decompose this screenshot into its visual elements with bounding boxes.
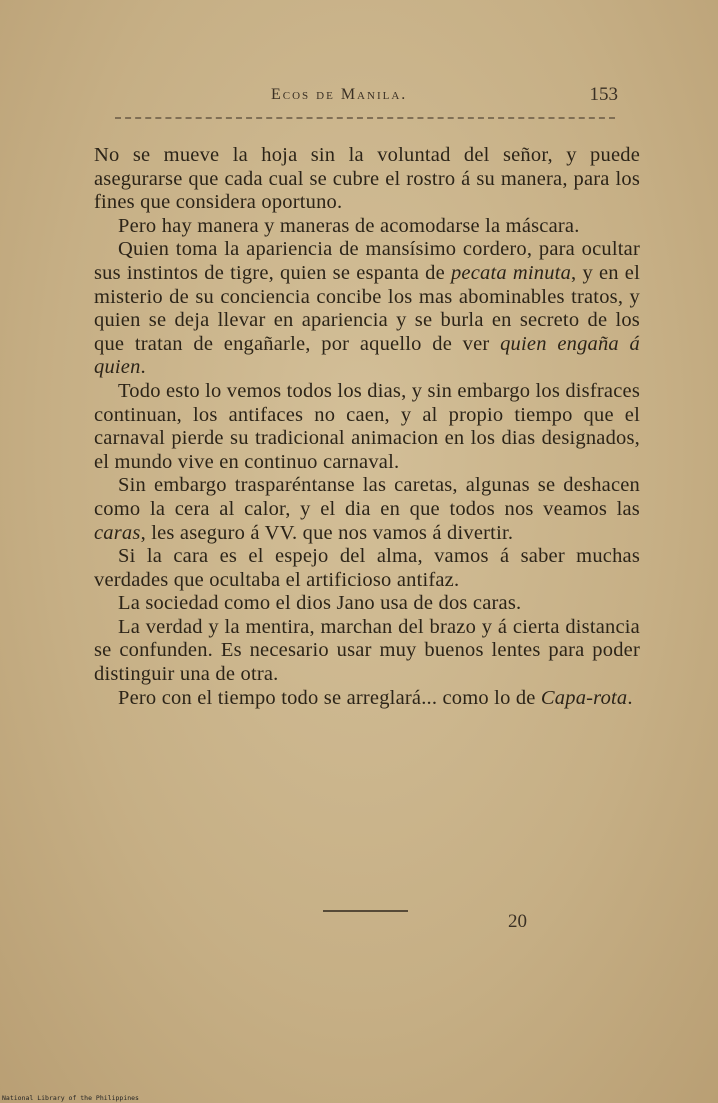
paragraph [94,592,640,616]
running-title: Ecos de Manila. [271,86,408,103]
paragraph [94,238,640,380]
paragraph [94,215,640,239]
text-run: Todo esto lo vemos todos los dias, y sin embargo los disfraces continuan, los antifaces no caen, y al propio tiempo que el carnaval pierde su tradicional animacion en los dias designados, el mundo vive en continuo carnaval. [94,379,640,473]
text-run: Quien toma la apariencia de mansísimo cordero, para ocultar sus instintos de tigre, quien se espanta de [94,238,640,284]
paragraph [94,380,640,474]
footer-rule [323,910,408,912]
text-run: Pero con el tiempo todo se arreglará... como lo de [118,686,541,709]
italic-phrase: pecata minuta [450,261,572,284]
text-run: . [627,686,633,709]
italic-phrase: Capa-rota [540,686,628,709]
page-header [95,82,618,108]
paragraph [94,474,640,545]
text-run: , y en el misterio de su conciencia concibe los mas abominables tratos, y quien se deja llevar en apariencia y se burla en secreto de los que tratan de engañarle, por aquello de ver [94,261,640,355]
text-run: La sociedad como el dios Jano usa de dos caras. [118,592,522,615]
library-credit: National Library of the Philippines [2,1094,139,1102]
text-run: La verdad y la mentira, marchan del brazo y á cierta distancia se confunden. Es necesario usar muy buenos lentes para poder distinguir una de otra. [94,615,640,686]
text-run: Si la cara es el espejo del alma, vamos á saber muchas verdades que ocultaba el artificioso antifaz. [94,545,640,591]
text-run: No se mueve la hoja sin la voluntad del señor, y puede asegurarse que cada cual se cubre el rostro á su manera, para los fines que considera oportuno. [94,144,640,214]
paragraph [94,545,640,592]
text-run: . [140,356,146,379]
text-run: Pero hay manera y maneras de acomodarse la máscara. [118,214,580,237]
header-rule [115,117,615,119]
body-text [94,144,640,710]
text-run: Sin embargo trasparéntanse las caretas, algunas se deshacen como la cera al calor, y el dia en que todos nos veamos las [94,474,640,520]
page-number: 153 [589,84,618,105]
signature-number: 20 [508,911,527,932]
text-run: , les aseguro á VV. que nos vamos á divertir. [140,521,514,544]
italic-phrase: caras [94,521,141,544]
paragraph [94,616,640,687]
paragraph [94,144,640,215]
paragraph [94,687,640,711]
italic-phrase: quien engaña á quien [94,332,640,379]
